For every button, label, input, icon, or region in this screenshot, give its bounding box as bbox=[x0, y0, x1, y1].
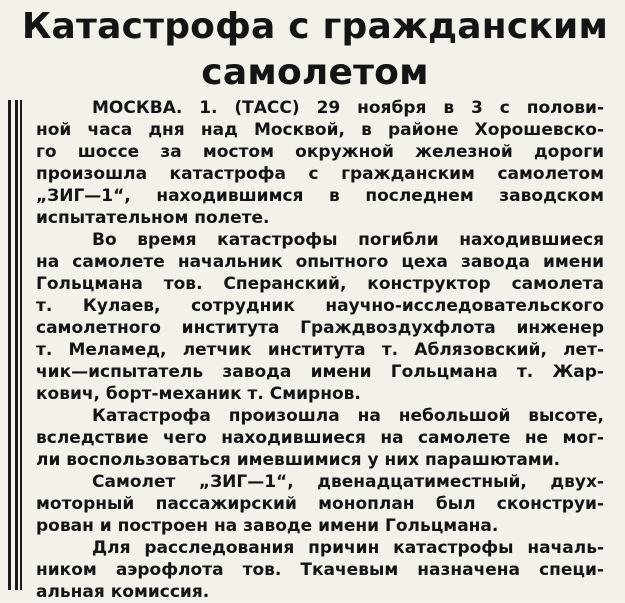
text-line: ником аэрофлота тов. Ткачевым назначена специ- bbox=[36, 560, 604, 580]
text-line: альная комиссия. bbox=[36, 582, 210, 602]
paragraph-5 bbox=[36, 537, 604, 603]
text-line: рован и построен на заводе имени Гольцмана. bbox=[36, 516, 499, 536]
article-body bbox=[36, 97, 604, 603]
text-line: т. Кулаев, сотрудник научно-исследовательского bbox=[36, 296, 604, 316]
headline-line-2: самолетом bbox=[201, 52, 429, 93]
text-line: Самолет „ЗИГ—1“, двенадцатиместный, двух- bbox=[92, 472, 604, 492]
text-line: кович, борт-механик т. Смирнов. bbox=[36, 384, 361, 404]
text-line: Во время катастрофы погибли находившиеся bbox=[92, 230, 604, 250]
headline-line-1: Катастрофа с гражданским bbox=[21, 6, 609, 47]
text-line: Катастрофа произошла на небольшой высоте, bbox=[92, 406, 604, 426]
text-line: „ЗИГ—1“, находившимся в последнем заводском bbox=[36, 186, 604, 206]
text-line: го шоссе за мостом окружной железной дороги bbox=[36, 142, 604, 162]
text-line: Гольцмана тов. Сперанский, конструктор самолета bbox=[36, 274, 604, 294]
text-line: чик—испытатель завода имени Гольцмана т. Жар- bbox=[36, 362, 604, 382]
text-line: ной часа дня над Москвой, в районе Хорошевско- bbox=[36, 120, 604, 140]
paragraph-3 bbox=[36, 405, 604, 471]
text-line: т. Меламед, летчик института т. Аблязовский, лет- bbox=[36, 340, 604, 360]
text-line: ли воспользоваться имевшимися у них парашютами. bbox=[36, 450, 561, 470]
text-line: МОСКВА. 1. (ТАСС) 29 ноября в 3 с полови- bbox=[92, 98, 604, 118]
text-line: испытательном полете. bbox=[36, 208, 270, 228]
article-headline bbox=[20, 4, 610, 96]
paragraph-1 bbox=[36, 97, 604, 229]
text-line: самолетного института Граждвоздухфлота инженер bbox=[36, 318, 604, 338]
text-line: моторный пассажирский моноплан был сконструи- bbox=[36, 494, 604, 514]
text-line: на самолете начальник опытного цеха завода имени bbox=[36, 252, 604, 272]
column-rule bbox=[20, 100, 22, 590]
text-line: Для расследования причин катастрофы началь- bbox=[92, 538, 604, 558]
column-rule bbox=[8, 100, 11, 590]
text-line: произошла катастрофа с гражданским самолетом bbox=[36, 164, 604, 184]
column-rule bbox=[15, 100, 18, 590]
paragraph-4 bbox=[36, 471, 604, 537]
text-line: вследствие чего находившиеся на самолете не мог- bbox=[36, 428, 604, 448]
paragraph-2 bbox=[36, 229, 604, 405]
